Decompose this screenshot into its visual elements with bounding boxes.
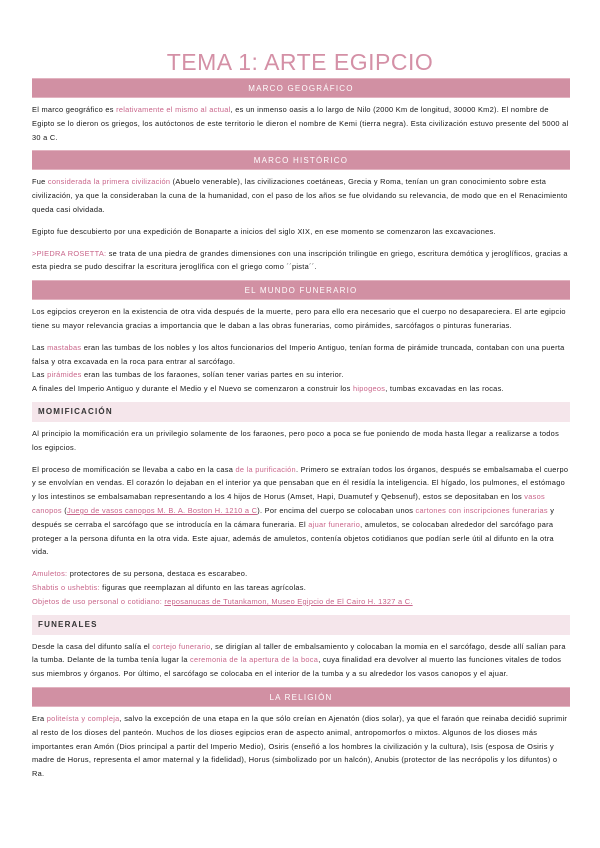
text-line xyxy=(32,368,570,382)
highlighted-term: pirámides xyxy=(47,370,82,380)
text-line xyxy=(32,382,570,396)
body-text: , se dirigían al taller de embalsamiento y colocaban la momia en el sarcófago, desde allí salían para la tumba. Delante de la tumba tenía lugar la xyxy=(32,641,566,665)
body-text: Egipto fue descubierto por una expedición de Bonaparte a inicios del siglo XIX, en ese momento se comenzaron las excavaciones. xyxy=(32,226,496,236)
highlighted-term: cartones con inscripciones funerarias xyxy=(415,505,548,515)
highlighted-term: Amuletos: xyxy=(32,569,68,579)
section-funerales xyxy=(32,615,570,681)
paragraph xyxy=(32,567,570,608)
section-marco-historico xyxy=(32,150,570,274)
paragraph xyxy=(32,305,570,333)
text-line xyxy=(32,247,570,275)
paragraph xyxy=(32,103,570,144)
paragraph xyxy=(32,225,570,239)
body-text: figuras que reemplazan al difunto en las tareas agrícolas. xyxy=(99,582,307,592)
section-heading: LA RELIGIÓN xyxy=(32,687,570,707)
paragraph xyxy=(32,463,570,560)
section-marco-geografico xyxy=(32,78,570,144)
body-text: . Primero se extraían todos los órganos, después se embalsamaba el cuerpo y se envolvían en vendas. El corazón lo dejaban en el interior ya que pensaban que en él residía la inteligencia. El hígado, los pulmones, el estómago y los intestinos se embalsamaban representando a los 4 hijos de Horus (Amset, Hapi, Duamutef y Qebsenuf), estos se depositaban en los xyxy=(32,464,569,502)
body-text: , salvo la excepción de una etapa en la que sólo creían en Ajenatón (dios solar), ya que el faraón que reinaba decidió suprimir al resto de los dioses del panteón. Muchos de los dioses egipcios eran de aspecto animal, antropomorfos o mixtos. Algunos de los dioses más importantes eran Amón (Dios principal a partir del Imperio Medio), Osiris (enseñó a los hombres la civilización y la cultura), Isis (esposa de Osiris y madre de Horus, representa el amor maternal y la fidelidad), Horus (simbolizado por un halcón), Anubis (protector de las necrópolis y los difuntos) o Ra. xyxy=(32,713,568,779)
highlighted-term: >PIEDRA ROSETTA: xyxy=(32,248,107,258)
body-text: Los egipcios creyeron en la existencia de otra vida después de la muerte, pero para ello era necesario que el cuerpo no desapareciera. El arte egipcio tiene su mayor relevancia gracias a importancia que le daban a las obras funerarias, como pirámides, sarcófagos o pinturas funerarias. xyxy=(32,307,566,330)
body-text: , es un inmenso oasis a lo largo de Nilo (2000 Km de longitud, 30000 Km2). El nombre de Egipto se lo dieron os griegos, los autóctonos de este territorio le dieron el nombre de Kemi (tierra negra). Esta civilización estuvo presente del 5000 al 30 a C. xyxy=(32,105,569,142)
body-text: y después se cerraba el sarcófago que se introducía en la cámara funeraria. El xyxy=(32,505,555,529)
reference-link[interactable]: Juego de vasos canopos M. B. A. Boston H. 1210 a C xyxy=(66,505,258,515)
body-text: eran las tumbas de los faraones, solían tener varias partes en su interior. xyxy=(81,370,344,380)
text-line xyxy=(32,640,570,681)
highlighted-term: de la purificación xyxy=(235,464,296,474)
text-line xyxy=(32,225,570,239)
paragraph xyxy=(32,640,570,681)
section-momificacion xyxy=(32,402,570,609)
highlighted-term: politeísta y compleja xyxy=(46,713,120,723)
body-text: , cuya finalidad era devolver al muerto las funciones vitales de todos sus miembros y órganos. Por último, el sarcófago se colocaba en el interior de la tumba y a su alrededor los vasos canopos y el ajuar. xyxy=(32,655,562,679)
highlighted-term: ajuar funerario xyxy=(308,519,361,529)
paragraph xyxy=(32,427,570,455)
body-text: eran las tumbas de los nobles y los altos funcionarios del Imperio Antiguo, tenían forma de pirámide truncada, contaban con una puerta falsa y otra excavada en la roca para entrar al sarcófago. xyxy=(32,342,565,366)
section-la-religion xyxy=(32,687,570,781)
body-text: A finales del Imperio Antiguo y durante el Medio y el Nuevo se comenzaron a construir los xyxy=(32,384,353,394)
highlighted-term: cortejo funerario xyxy=(152,641,211,651)
section-heading: MARCO GEOGRÁFICO xyxy=(32,78,570,98)
body-text: Al principio la momificación era un privilegio solamente de los faraones, pero poco a poca se fue poniendo de moda hasta llegar a realizarse a todos los egipcios. xyxy=(32,428,560,452)
body-text: , tumbas excavadas en las rocas. xyxy=(385,384,504,394)
body-text: El marco geográfico es xyxy=(32,105,117,114)
body-text: Las xyxy=(32,370,48,380)
text-line xyxy=(32,175,570,216)
body-text: Fue xyxy=(32,177,48,187)
body-text: El proceso de momificación se llevaba a cabo en la casa xyxy=(32,464,236,474)
highlighted-term: Shabtis o ushebtis: xyxy=(32,582,100,592)
text-line xyxy=(32,712,570,781)
paragraph xyxy=(32,175,570,216)
text-line xyxy=(32,305,570,333)
section-el-mundo-funerario xyxy=(32,280,570,396)
page-title: TEMA 1: ARTE EGIPCIO xyxy=(166,49,434,76)
body-text: (Abuelo venerable), las civilizaciones coetáneas, Grecia y Roma, tenían un gran conocimiento sobre esta civilización, ya que la consideraban la cuna de la humanidad, con el paso de los años se fue olvidando su relevancia, de modo que en el Renacimiento queda casi olvidada. xyxy=(32,177,568,214)
paragraph xyxy=(32,247,570,275)
body-text: Era xyxy=(32,713,47,723)
section-heading: EL MUNDO FUNERARIO xyxy=(32,280,570,300)
body-text: se trata de una piedra de grandes dimensiones con una inscripción trilingüe en griego, escritura demótica y jeroglíficos, gracias a esta piedra se pudo descifrar la escritura jeroglífica con el griego como ´´pista´´. xyxy=(32,248,568,272)
text-line xyxy=(32,103,570,144)
text-line xyxy=(32,567,570,581)
section-heading: MOMIFICACIÓN xyxy=(32,402,570,422)
text-line xyxy=(32,595,570,609)
paragraph xyxy=(32,712,570,781)
body-text: Desde la casa del difunto salía el xyxy=(32,641,153,651)
highlighted-term: vasos canopos xyxy=(32,492,546,515)
highlighted-term: ceremonia de la apertura de la boca xyxy=(190,655,319,665)
highlighted-term: mastabas xyxy=(47,342,82,352)
document-body xyxy=(32,72,570,781)
section-heading: FUNERALES xyxy=(32,615,570,635)
highlighted-term: relativamente el mismo al actual xyxy=(116,105,231,114)
text-line xyxy=(32,341,570,369)
highlighted-term: Objetos de uso personal o cotidiano: xyxy=(32,596,165,606)
body-text: ( xyxy=(61,505,67,515)
body-text: protectores de su persona, destaca es escarabeo. xyxy=(67,569,248,579)
text-line xyxy=(32,463,570,560)
reference-link[interactable]: reposanucas de Tutankamon, Museo Egipcio de El Cairo H. 1327 a C. xyxy=(164,596,413,606)
highlighted-term: considerada la primera civilización xyxy=(47,177,171,187)
highlighted-term: hipogeos xyxy=(352,384,386,394)
text-line xyxy=(32,427,570,455)
body-text: Las xyxy=(32,342,48,352)
body-text: ). Por encima del cuerpo se colocaban unos xyxy=(257,505,416,515)
body-text: , amuletos, se colocaban alrededor del sarcófago para proteger a la persona difunta en la otra vida. Este ajuar, además de amuletos, contenía objetos cotidianos que podían serle útil al difunto en la otra vida. xyxy=(32,519,554,557)
paragraph xyxy=(32,341,570,396)
text-line xyxy=(32,581,570,595)
section-heading: MARCO HISTÓRICO xyxy=(32,150,570,170)
